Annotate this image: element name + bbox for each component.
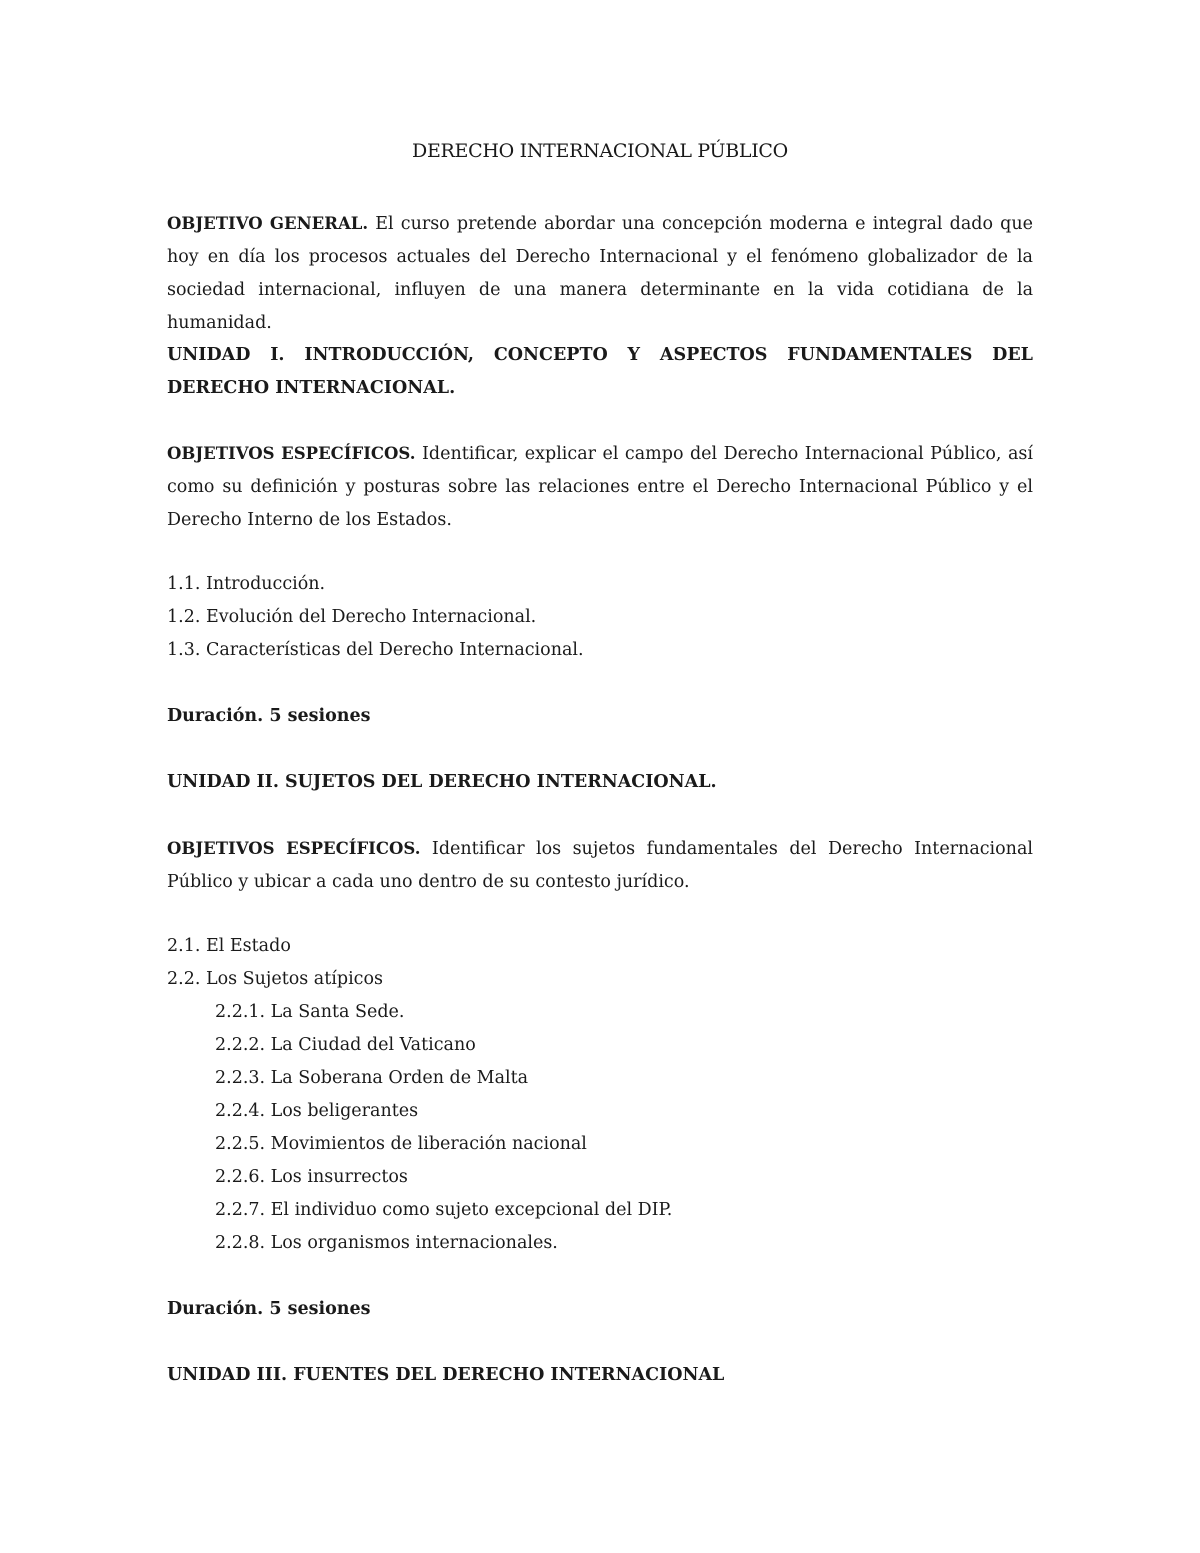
unidad-2-item: 2.2. Los Sujetos atípicos bbox=[167, 969, 383, 989]
unidad-2-heading: UNIDAD II. SUJETOS DEL DERECHO INTERNACIONAL. bbox=[167, 772, 717, 792]
unidad-1-objetivos-paragraph bbox=[167, 437, 1033, 537]
unidad-2-objetivos-label: OBJETIVOS ESPECÍFICOS. bbox=[167, 839, 421, 858]
unidad-2-objetivos-paragraph bbox=[167, 832, 1033, 899]
objetivo-general-label: OBJETIVO GENERAL. bbox=[167, 214, 369, 233]
unidad-2-subitem: 2.2.3. La Soberana Orden de Malta bbox=[215, 1068, 529, 1088]
document-title: DERECHO INTERNACIONAL PÚBLICO bbox=[412, 140, 788, 162]
objetivo-general-text: El curso pretende abordar una concepción moderna e integral dado que hoy en día los procesos actuales del Derecho Internacional y el fenómeno globalizador de la sociedad internacional, influyen de una manera determinante en la vida cotidiana de la humanidad. bbox=[167, 214, 1034, 333]
unidad-2-objetivos-text: Identificar los sujetos fundamentales del Derecho Internacional Público y ubicar a cada uno dentro de su contesto jurídico. bbox=[167, 839, 1033, 892]
unidad-2-subitem: 2.2.5. Movimientos de liberación nacional bbox=[215, 1134, 587, 1154]
unidad-2-subitem: 2.2.6. Los insurrectos bbox=[215, 1167, 408, 1187]
unidad-1-item: 1.1. Introducción. bbox=[167, 574, 326, 594]
unidad-1-duracion: Duración. 5 sesiones bbox=[167, 706, 371, 726]
unidad-2-duracion: Duración. 5 sesiones bbox=[167, 1299, 371, 1319]
unidad-2-subitem: 2.2.8. Los organismos internacionales. bbox=[215, 1233, 558, 1253]
unidad-1-objetivos-text: Identificar, explicar el campo del Derecho Internacional Público, así como su definición y posturas sobre las relaciones entre el Derecho Internacional Público y el Derecho Interno de los Estados. bbox=[167, 444, 1033, 530]
unidad-2-subitem: 2.2.7. El individuo como sujeto excepcional del DIP. bbox=[215, 1200, 673, 1220]
unidad-3-heading: UNIDAD III. FUENTES DEL DERECHO INTERNACIONAL bbox=[167, 1365, 725, 1385]
unidad-1-objetivos-label: OBJETIVOS ESPECÍFICOS. bbox=[167, 444, 416, 463]
unidad-2-subitem: 2.2.2. La Ciudad del Vaticano bbox=[215, 1035, 476, 1055]
unidad-1-item: 1.2. Evolución del Derecho Internacional. bbox=[167, 607, 537, 627]
unidad-1-item: 1.3. Características del Derecho Internacional. bbox=[167, 640, 584, 660]
unidad-2-item: 2.1. El Estado bbox=[167, 936, 291, 956]
unidad-1-heading: UNIDAD I. INTRODUCCIÓN, CONCEPTO Y ASPECTOS FUNDAMENTALES DEL DERECHO INTERNACIONAL. bbox=[167, 345, 1033, 398]
objetivo-general-paragraph bbox=[167, 207, 1033, 340]
unidad-2-subitem: 2.2.1. La Santa Sede. bbox=[215, 1002, 405, 1022]
unidad-2-subitem: 2.2.4. Los beligerantes bbox=[215, 1101, 419, 1121]
